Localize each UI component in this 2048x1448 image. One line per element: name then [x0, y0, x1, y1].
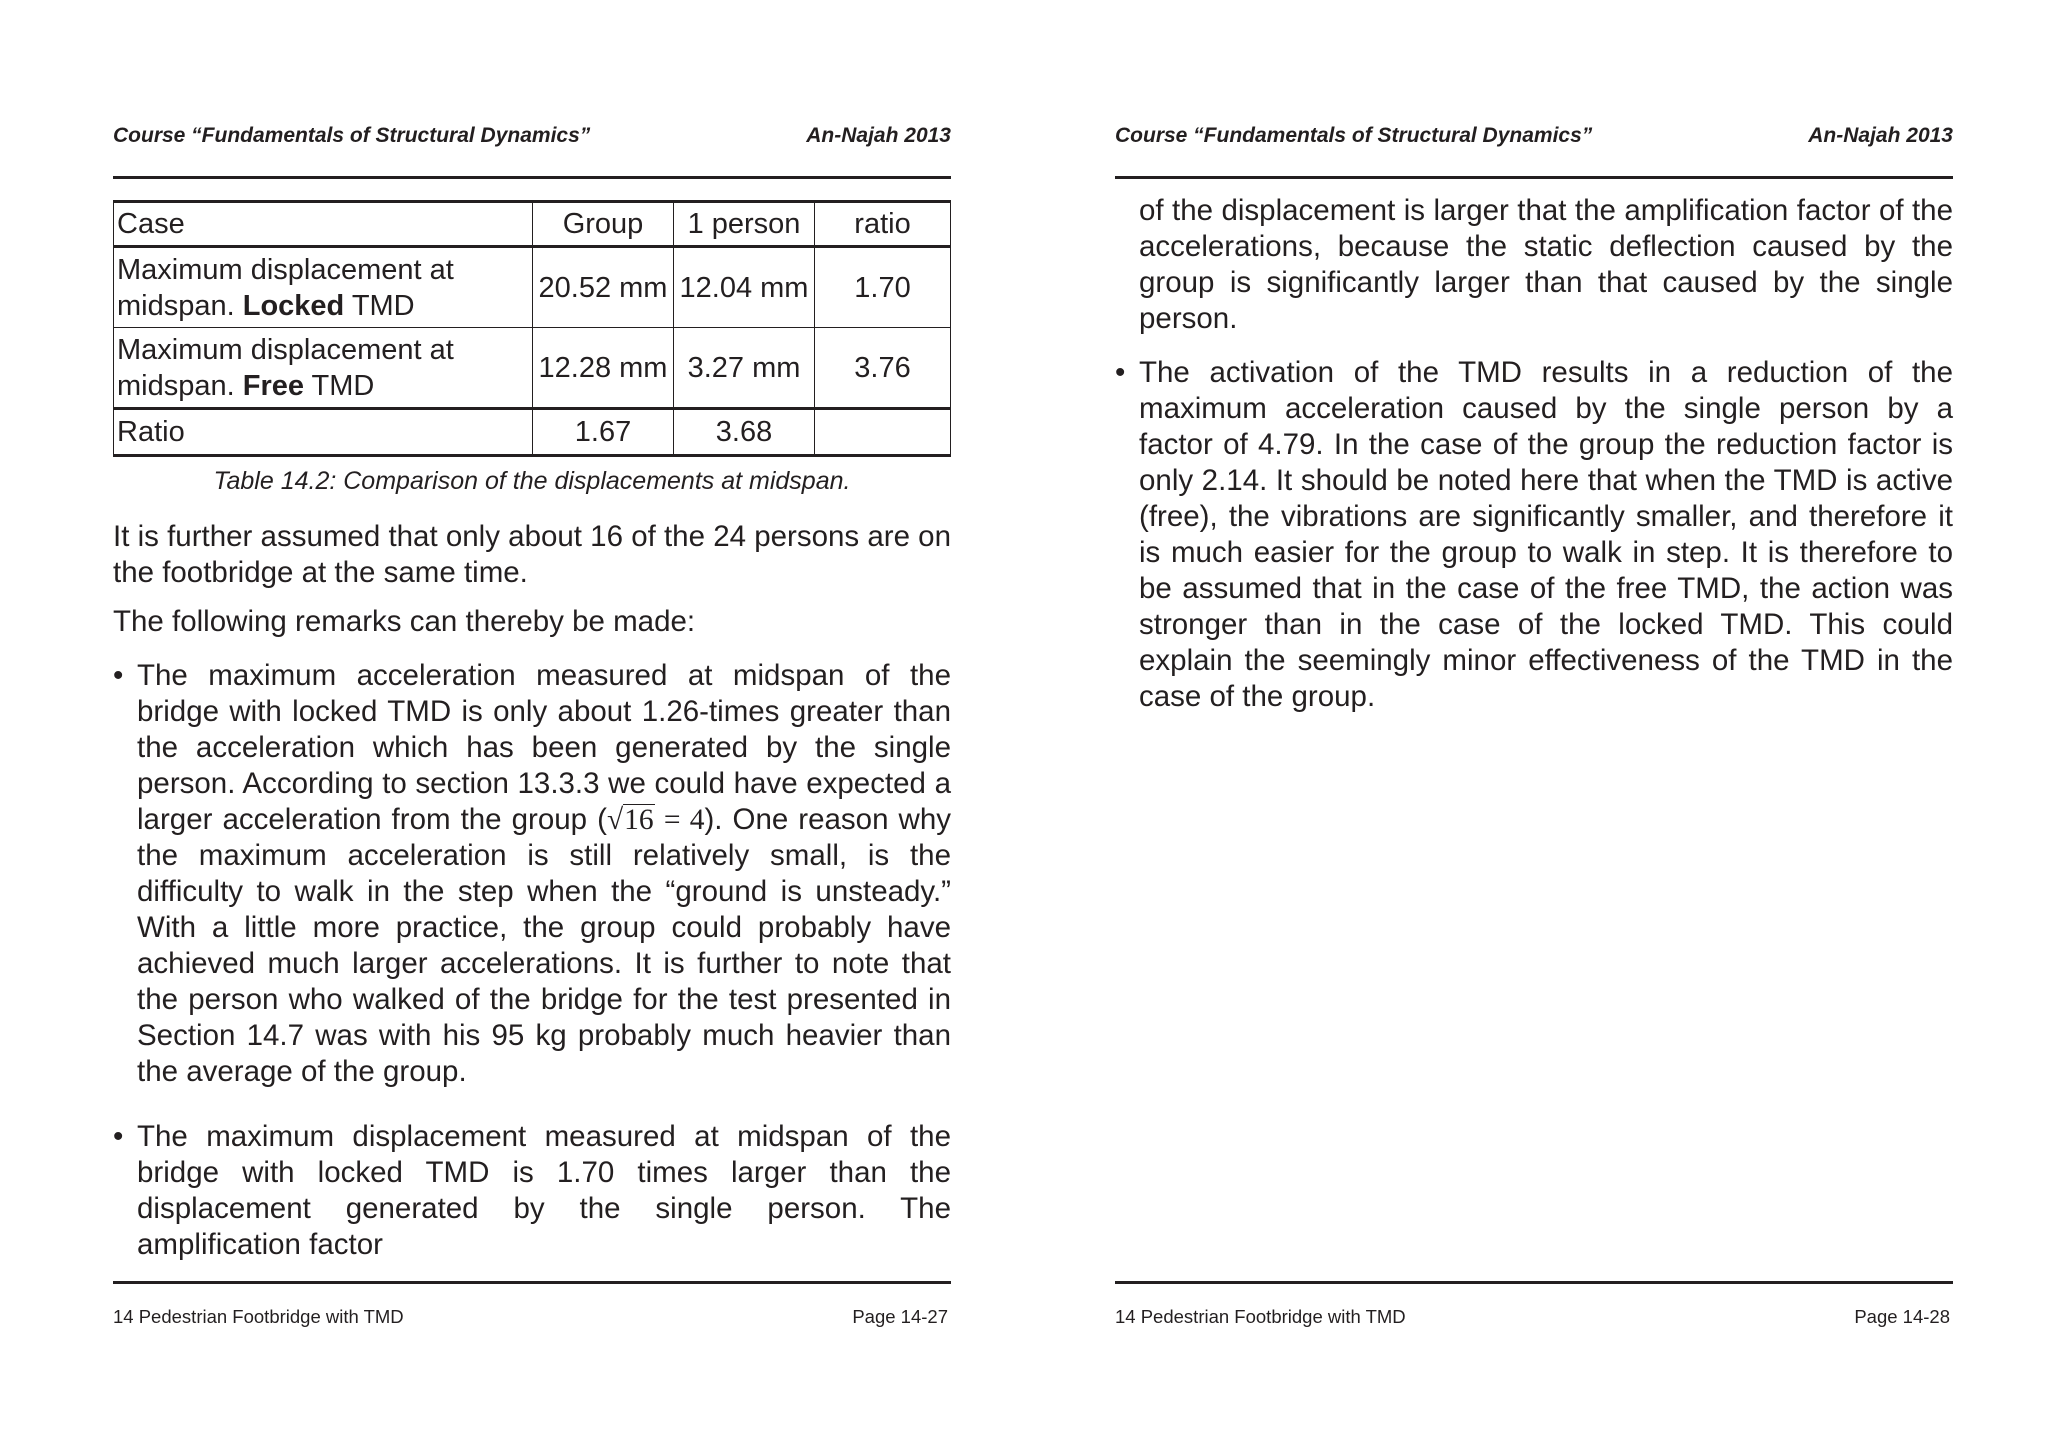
header-institution: An-Najah 2013 [1808, 124, 1953, 147]
table-cell-case [114, 328, 533, 409]
header-course-title: Course “Fundamentals of Structural Dynamics” [1115, 124, 1593, 147]
sqrt-formula [607, 804, 705, 836]
bullet-continuation-text: of the displacement is larger that the amplification factor of the accelerations, because the static deflection caused by the group is significantly larger than that caused by the single person. [1139, 194, 1953, 335]
page-footer [113, 1306, 951, 1330]
bullet-text-part: ). One reason why the maximum acceleration is still relatively small, is the difficulty to walk in the step when the “ground is unsteady.” With a little more practice, the group could probably have achieved much larger accelerations. It is further to note that the person who walked of the bridge for the test presented in Section 14.7 was with his 95 kg probably much heavier than the average of the group. [137, 803, 951, 1088]
header-course-title: Course “Fundamentals of Structural Dynamics” [113, 124, 591, 147]
table-header-case: Case [114, 202, 533, 247]
table-cell-group: 1.67 [533, 409, 674, 456]
sqrt-radicand: 16 [624, 804, 654, 836]
case-text: Maximum displacement at midspan. [117, 253, 454, 322]
case-bold-text: Locked [242, 289, 345, 322]
table-header-row [114, 202, 951, 247]
right-page [1115, 0, 1953, 1448]
bullet-text-part: The maximum acceleration measured at midspan of the bridge with locked TMD is only about 1.26-times greater than the acceleration which has been generated by the single person. According to section 13.3.3 we could have expected a larger acceleration from the group ( [137, 659, 951, 836]
bullet-dot-icon: • [1115, 356, 1126, 389]
case-suffix-text: TMD [311, 369, 375, 402]
bullet-text: The activation of the TMD results in a reduction of the maximum acceleration caused by the single person by a factor of 4.79. In the case of the group the reduction factor is only 2.14. It should be noted here that when the TMD is active (free), the vibrations are significantly smaller, and therefore it is much easier for the group to walk in step. It is therefore to be assumed that in the case of the free TMD, the action was stronger than in the case of the locked TMD. This could explain the seemingly minor effectiveness of the TMD in the case of the group. [1139, 356, 1953, 713]
table-cell-person: 12.04 mm [674, 247, 815, 328]
footer-rule [1115, 1281, 1953, 1284]
footer-chapter: 14 Pedestrian Footbridge with TMD [1115, 1306, 1406, 1327]
page-header [1115, 124, 1953, 154]
footer-page-number: Page 14-27 [852, 1306, 948, 1327]
header-institution: An-Najah 2013 [806, 124, 951, 147]
header-rule [1115, 176, 1953, 179]
table-row [114, 247, 951, 328]
footer-chapter: 14 Pedestrian Footbridge with TMD [113, 1306, 404, 1327]
paragraph-persons-assumption: It is further assumed that only about 16 of the 24 persons are on the footbridge at the same time. [113, 520, 951, 589]
table-cell-group: 12.28 mm [533, 328, 674, 409]
case-text: Maximum displacement at midspan. [117, 333, 454, 402]
page-header [113, 124, 951, 154]
page-footer [1115, 1306, 1953, 1330]
formula-result: = 4 [654, 804, 705, 836]
table-cell-case: Ratio [114, 409, 533, 456]
table-cell-group: 20.52 mm [533, 247, 674, 328]
table-ratio-row [114, 409, 951, 456]
bullet-dot-icon: • [113, 1120, 124, 1153]
bullet-text [137, 658, 951, 1090]
bullet-item [1115, 355, 1953, 715]
header-rule [113, 176, 951, 179]
table-header-group: Group [533, 202, 674, 247]
table-cell-case [114, 247, 533, 328]
table-cell-person: 3.68 [674, 409, 815, 456]
table-header-ratio: ratio [815, 202, 951, 247]
table-row [114, 328, 951, 409]
paragraph-remarks-intro: The following remarks can thereby be made: [113, 605, 696, 638]
table-cell-person: 3.27 mm [674, 328, 815, 409]
left-page [113, 0, 951, 1448]
bullet-item [113, 1119, 951, 1263]
displacement-comparison-table [113, 200, 951, 457]
footer-page-number: Page 14-28 [1854, 1306, 1950, 1327]
bullet-dot-icon: • [113, 659, 124, 692]
table-caption: Table 14.2: Comparison of the displacements at midspan. [213, 467, 851, 495]
table-cell-ratio: 3.76 [815, 328, 951, 409]
bullet-text: The maximum displacement measured at midspan of the bridge with locked TMD is 1.70 times larger than the displacement generated by the single person. The amplification factor [137, 1120, 951, 1261]
case-suffix-text: TMD [351, 289, 415, 322]
bullet-item [113, 658, 951, 1090]
case-bold-text: Free [242, 369, 304, 402]
sqrt-symbol-icon: √ [606, 804, 624, 836]
table-header-person: 1 person [674, 202, 815, 247]
footer-rule [113, 1281, 951, 1284]
table-cell-ratio [815, 409, 951, 456]
table-cell-ratio: 1.70 [815, 247, 951, 328]
